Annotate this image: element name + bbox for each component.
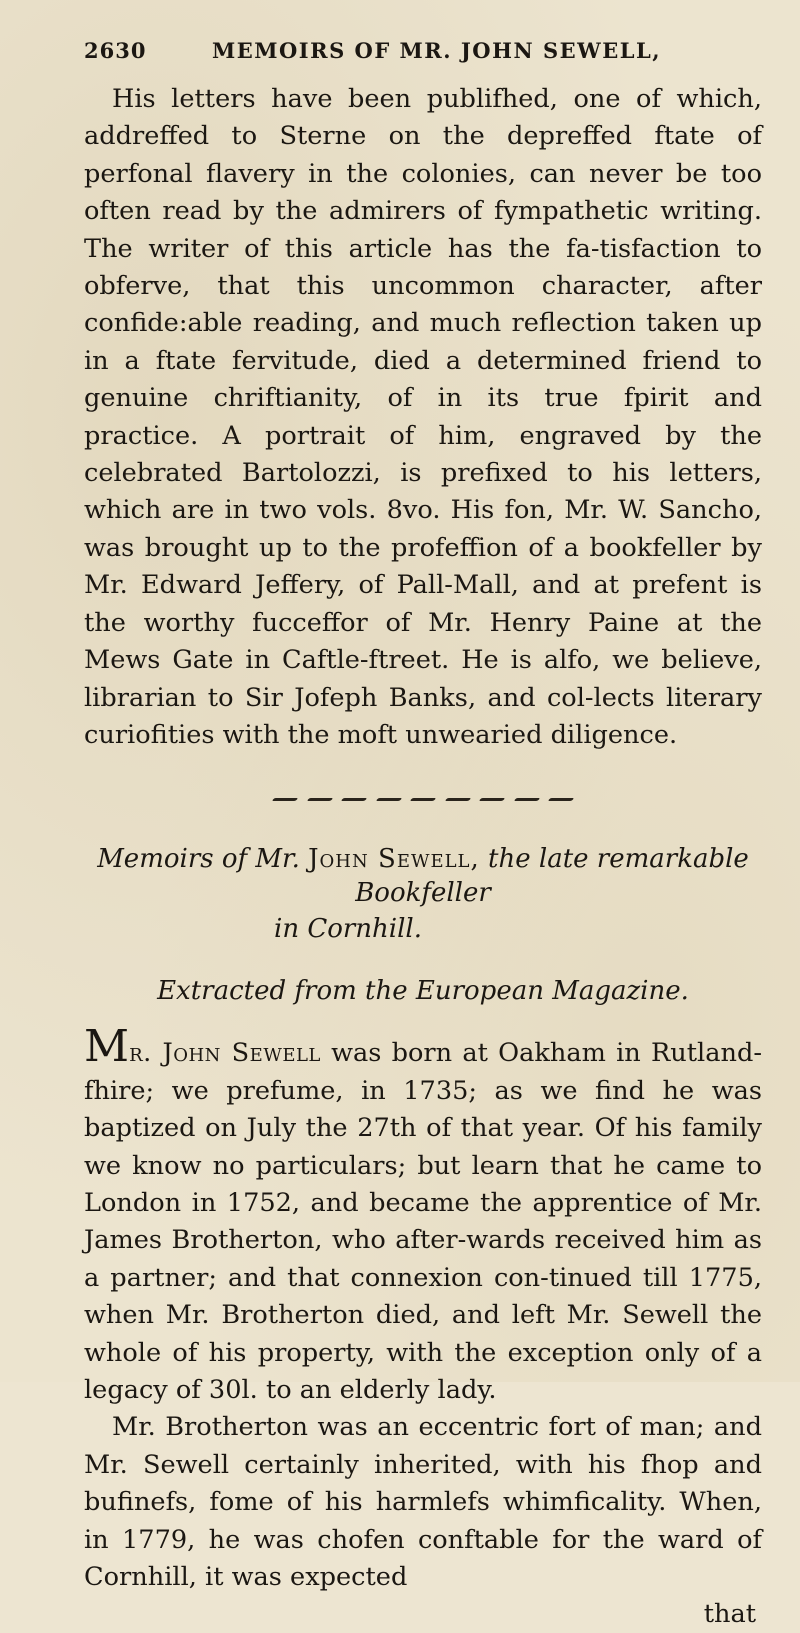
article-paragraph-1 [84,1021,762,1409]
running-head [84,38,762,63]
article-source: Extracted from the European Magazine. [157,976,689,1007]
continued-paragraph: His letters have been publifhed, one of which, addreffed to Sterne on the depreffed ftate of perfonal flavery in the colonies, can never be too often read by the admirers of fympathetic writing. The writer of this article has the fa-tisfaction to obferve, that this uncommon character, after confide:able reading, and much reflection taken up in a ftate fervitude, died a determined friend to genuine chriftianity, of in its true fpirit and practice. A portrait of him, engraved by the celebrated Bartolozzi, is prefixed to his letters, which are in two vols. 8vo. His fon, Mr. W. Sancho, was brought up to the profeffion of a bookfeller by Mr. Edward Jeffery, of Pall-Mall, and at prefent is the worthy fucceffor of Mr. Henry Paine at the Mews Gate in Caftle-ftreet. He is alfo, we believe, librarian to Sir Jofeph Banks, and col-lects literary curiofities with the moft unwearied diligence. [84,84,762,750]
article-paragraph-2: Mr. Brotherton was an eccentric fort of man; and Mr. Sewell certainly inherited, with his fhop and bufinefs, fome of his harmlefs whimficality. When, in 1779, he was chofen conftable for the ward of Cornhill, it was expected [84,1412,762,1592]
paragraph-1-text: was born at Oakham in Rutland-fhire; we prefume, in 1735; as we find he was baptized on July the 27th of that year. Of his family we know no particulars; but learn that he came to London in 1752, and became the apprentice of Mr. James Brotherton, who after-wards received him as a partner; and that connexion con-tinued till 1775, when Mr. Brotherton died, and left Mr. Sewell the whole of his property, with the exception only of a legacy of 30l. to an elderly lady. [84,1038,762,1405]
subject-name: r. John Sewell [129,1038,321,1069]
article-title-line2: in Cornhill. [274,914,423,945]
ornamental-rule [273,792,573,806]
running-head-title: MEMOIRS OF MR. JOHN SEWELL, [212,38,662,63]
catchword: that [703,1599,756,1630]
drop-initial: M [84,1021,130,1073]
article-title [84,842,762,910]
page-number: 2630 [84,38,147,63]
article-title-prefix: Memoirs of Mr. [97,844,300,875]
article-title-name: John Sewell, [308,844,480,875]
article-title-suffix: the late remarkable Bookfeller [355,844,749,909]
